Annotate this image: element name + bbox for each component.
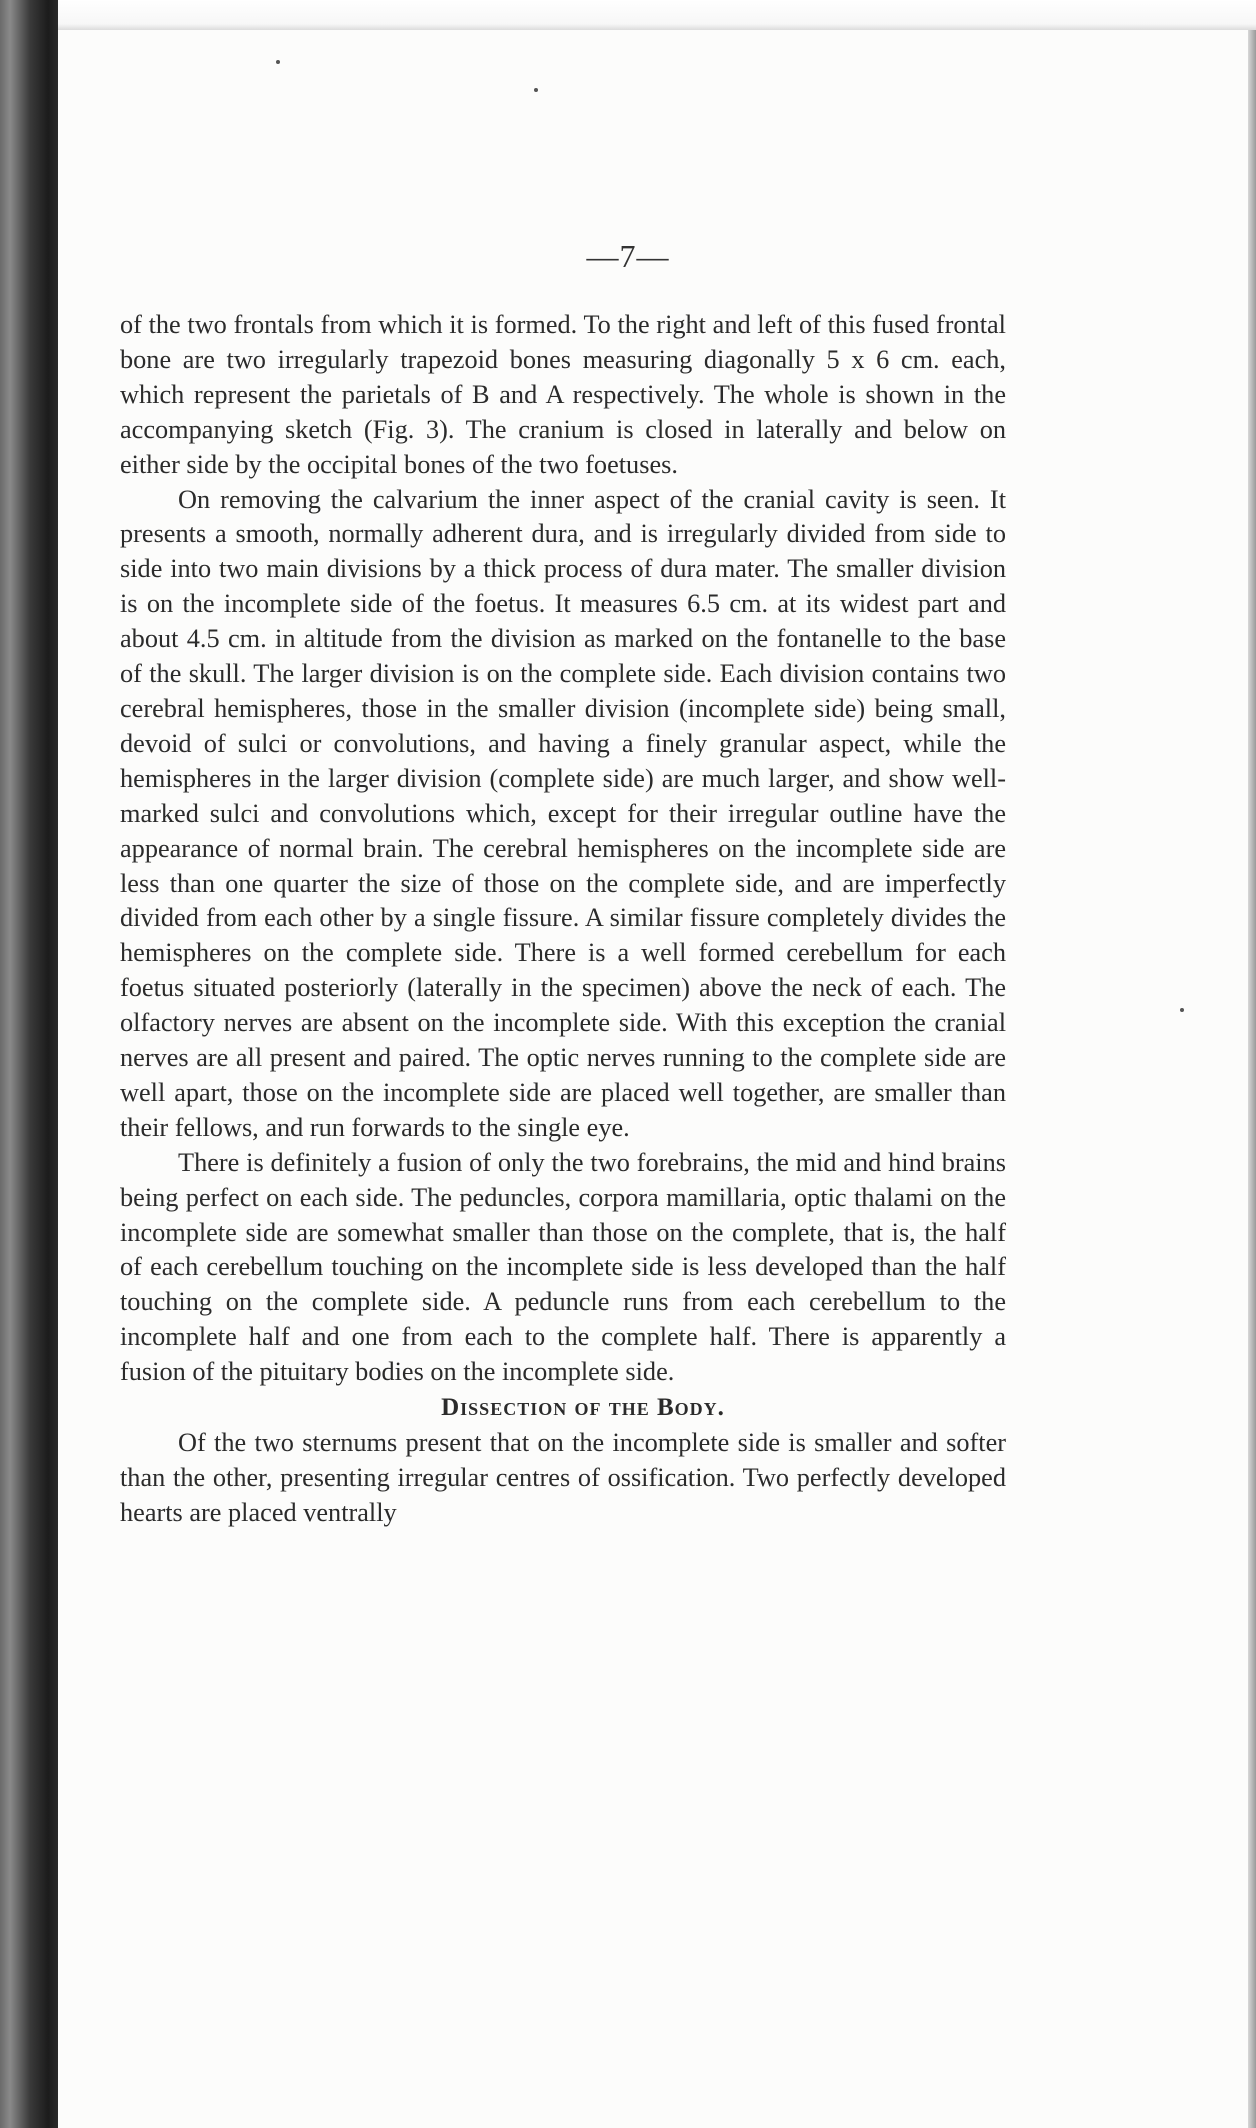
paragraph-2: On removing the calvarium the inner aspect of the cranial cavity is seen. It presents a smooth, normally adherent dura, and is irregularly divided from side to side into two main divisions by a thick process of dura mater. The smaller division is on the incomplete side of the foetus. It measures 6.5 cm. at its widest part and about 4.5 cm. in altitude from the division as marked on the fontanelle to the base of the skull. The larger division is on the complete side. Each division contains two cerebral hemispheres, those in the smaller division (incomplete side) being small, devoid of sulci or convolutions, and having a finely granular aspect, while the hemispheres in the larger division (complete side) are much larger, and show well-marked sulci and convolutions which, except for their irregular outline have the appearance of normal brain. The cerebral hemispheres on the incomplete side are less than one quarter the size of those on the complete side, and are imperfectly divided from each other by a single fissure. A similar fissure completely divides the hemispheres on the complete side. There is a well formed cerebellum for each foetus situated posteriorly (laterally in the specimen) above the neck of each. The olfactory nerves are absent on the incomplete side. With this exception the cranial nerves are all present and paired. The optic nerves running to the complete side are well apart, those on the incomplete side are placed well together, are smaller than their fellows, and run forwards to the single eye. bbox=[120, 484, 1006, 1142]
section-heading: Dissection of the Body. bbox=[441, 1394, 725, 1422]
page-top-edge bbox=[58, 0, 1256, 30]
section-paragraph: Of the two sternums present that on the incomplete side is smaller and softer than the other, presenting irregular centres of ossification. Two perfectly developed hearts are placed ventrally bbox=[120, 1428, 1006, 1527]
paper-speck bbox=[276, 60, 280, 64]
page-number: —7— bbox=[586, 238, 670, 274]
paragraph-3: There is definitely a fusion of only the two forebrains, the mid and hind brains being perfect on each side. The peduncles, corpora mamillaria, optic thalami on the incomplete side are somewhat smaller than those on the complete, that is, the half of each cerebellum touching on the incomplete side is less developed than the half touching on the complete side. A peduncle runs from each cerebellum to the incomplete half and one from each to the complete half. There is apparently a fusion of the pituitary bodies on the incomplete side. bbox=[120, 1147, 1006, 1387]
paper-speck bbox=[534, 88, 538, 92]
paper-speck bbox=[1180, 1008, 1184, 1012]
paragraph-1: of the two frontals from which it is formed. To the right and left of this fused frontal bone are two irregularly trapezoid bones measuring diagonally 5 x 6 cm. each, which represent the parietals of B and A respectively. The whole is shown in the accompanying sketch (Fig. 3). The cranium is closed in laterally and below on either side by the occipital bones of the two foetuses. bbox=[120, 310, 1006, 479]
page-right-edge bbox=[1248, 30, 1256, 2128]
body-text bbox=[120, 308, 1006, 1531]
book-spine-shadow bbox=[0, 0, 58, 2128]
